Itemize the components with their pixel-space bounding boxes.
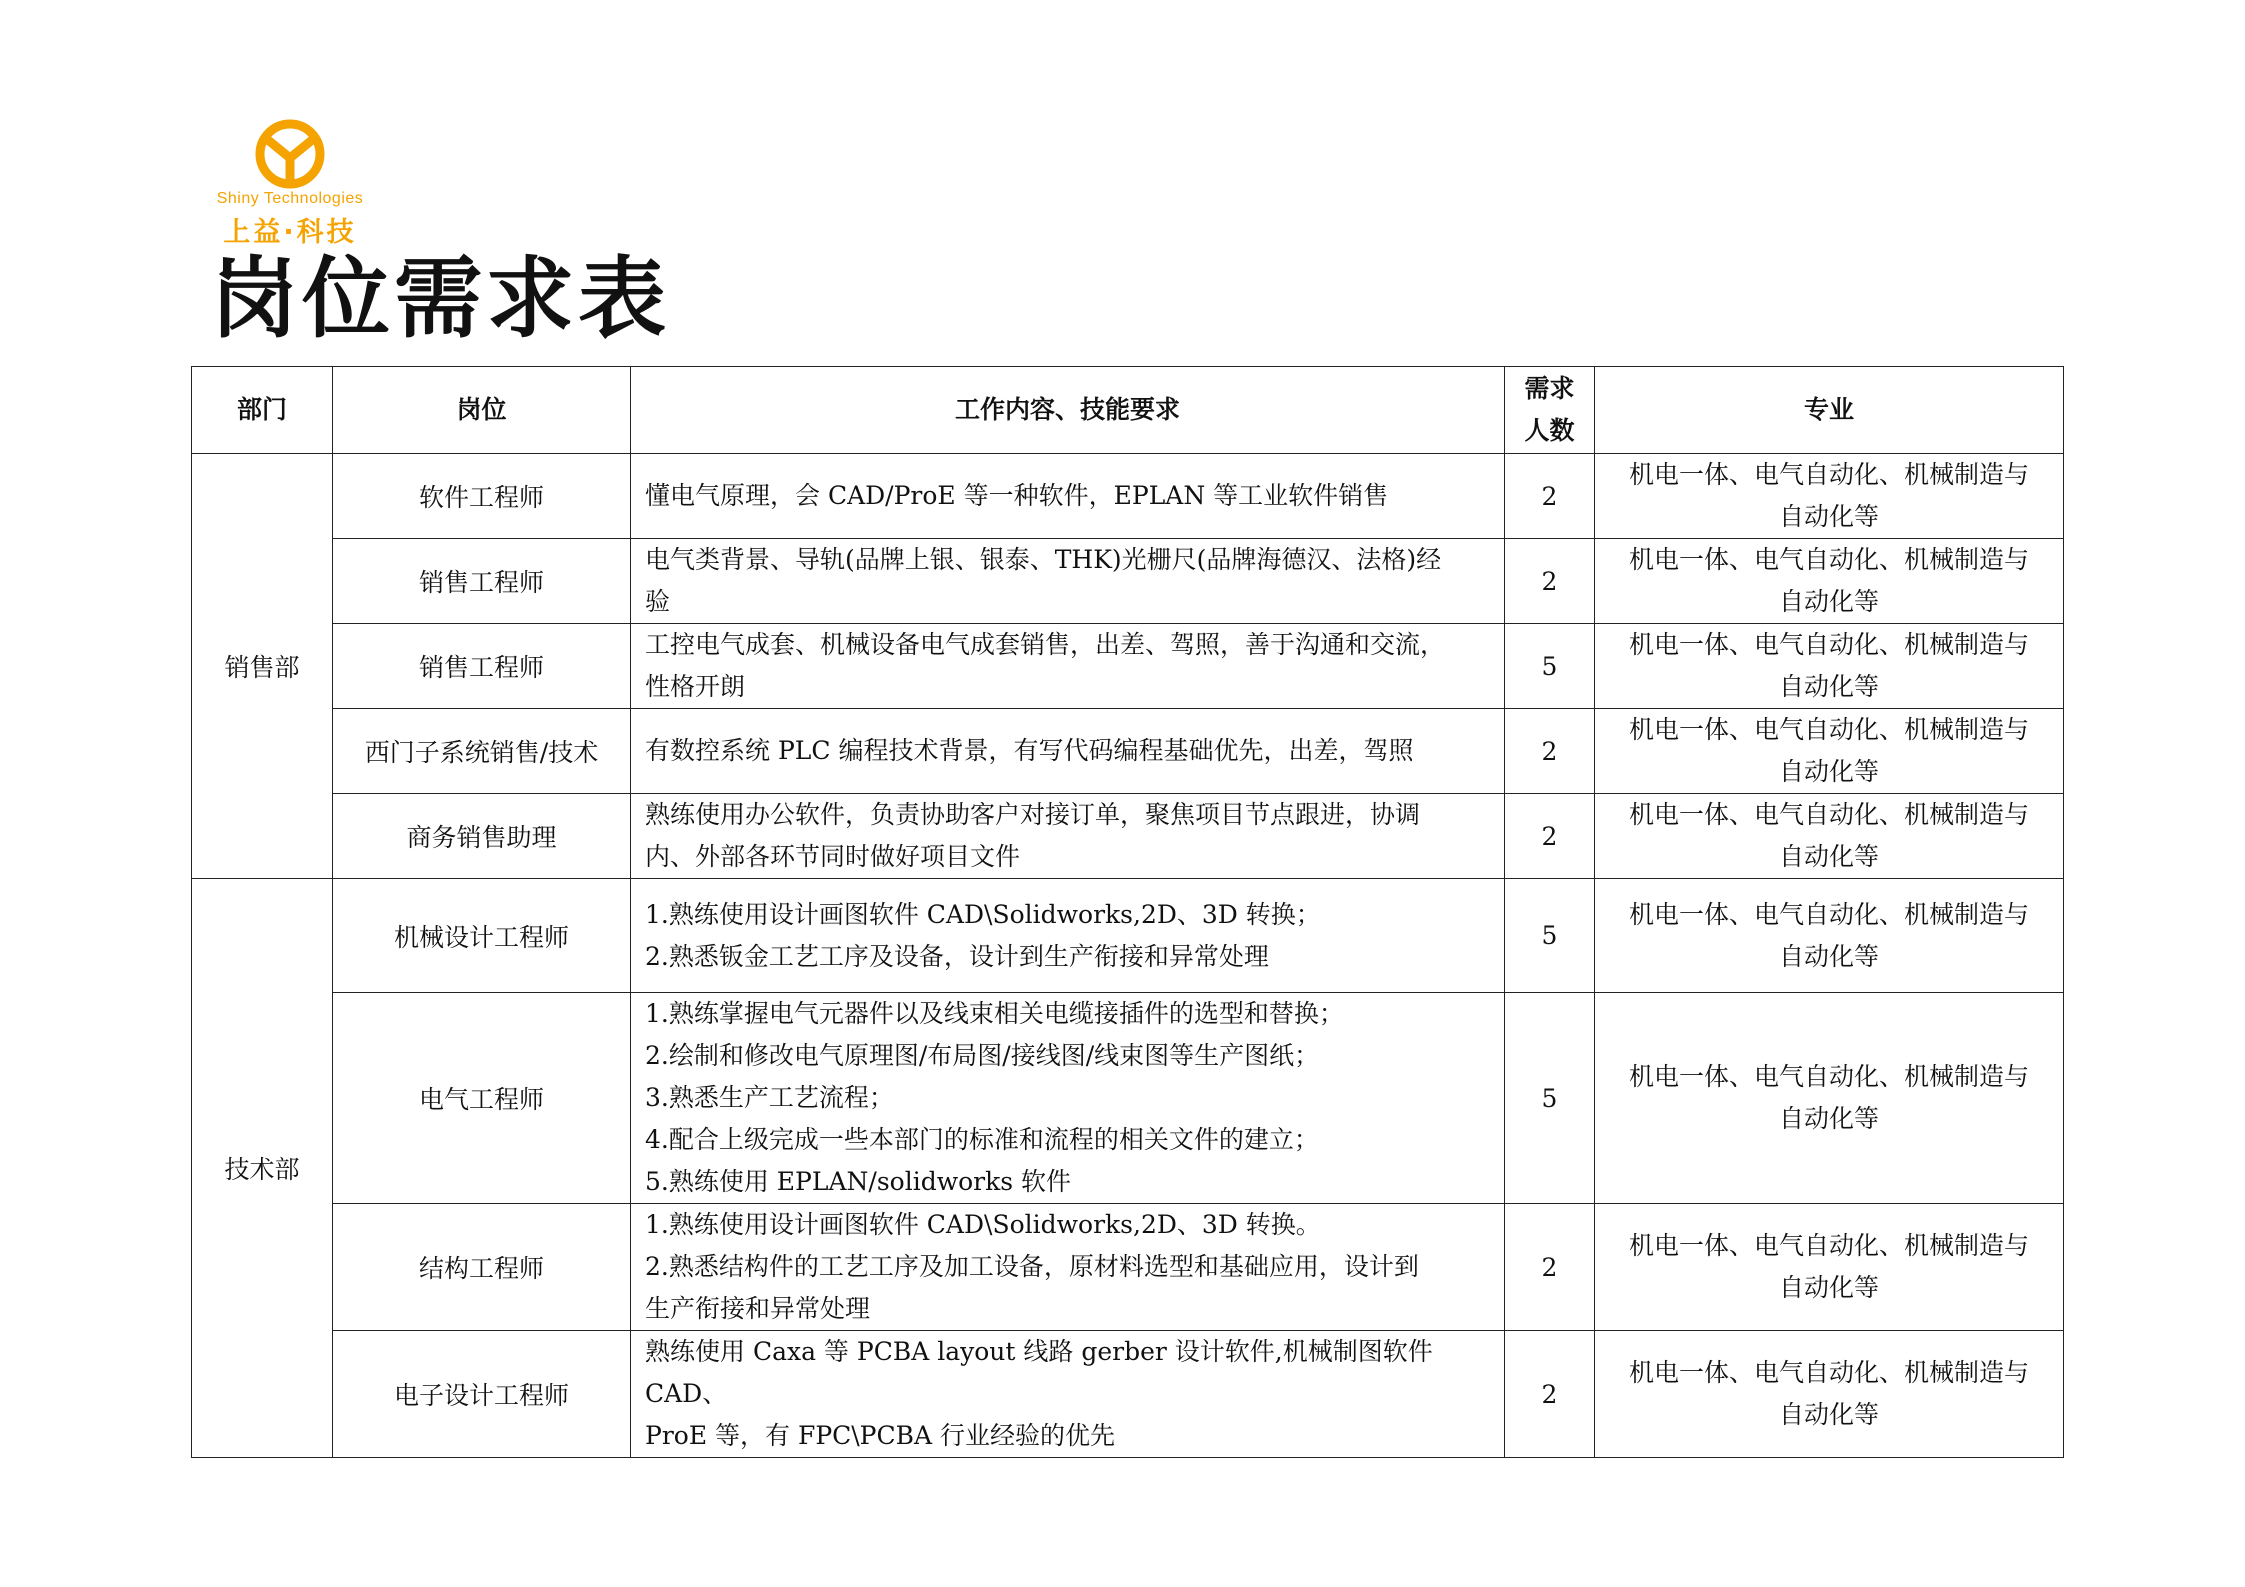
major-line: 自动化等: [1778, 757, 1879, 786]
table-row: [192, 454, 2064, 539]
count-cell: 2: [1505, 794, 1595, 879]
position-cell: 结构工程师: [333, 1204, 631, 1331]
position-cell: 销售工程师: [333, 539, 631, 624]
count-cell: 2: [1505, 709, 1595, 794]
brand-y-logo-icon: [244, 118, 336, 190]
major-line: 机电一体、电气自动化、机械制造与: [1628, 630, 2029, 659]
dept-cell: 技术部: [192, 879, 333, 1458]
position-cell: 商务销售助理: [333, 794, 631, 879]
major-cell: [1595, 879, 2064, 993]
content-line: 生产衔接和异常处理: [645, 1294, 871, 1323]
content-line: 懂电气原理，会 CAD/ProE 等一种软件，EPLAN 等工业软件销售: [645, 481, 1389, 510]
count-cell: 2: [1505, 539, 1595, 624]
header-position: 岗位: [333, 367, 631, 454]
content-line: 2.熟悉钣金工艺工序及设备，设计到生产衔接和异常处理: [645, 941, 1269, 971]
header-major: 专业: [1595, 367, 2064, 454]
major-line: 机电一体、电气自动化、机械制造与: [1628, 800, 2029, 829]
content-line: 5.熟练使用 EPLAN/solidworks 软件: [645, 1167, 1072, 1196]
content-line: 熟练使用 Caxa 等 PCBA layout 线路 gerber 设计软件,机械制图软件 CAD、: [645, 1337, 1433, 1408]
header-dept: 部门: [192, 367, 333, 454]
major-line: 机电一体、电气自动化、机械制造与: [1628, 1358, 2029, 1387]
content-line: 熟练使用办公软件，负责协助客户对接订单，聚焦项目节点跟进，协调: [645, 800, 1421, 829]
header-count-line1: 需求: [1524, 374, 1575, 403]
logo-english-name: Shiny Technologies: [216, 190, 364, 207]
content-line: 工控电气成套、机械设备电气成套销售，出差、驾照，善于沟通和交流，: [645, 630, 1446, 659]
major-cell: [1595, 1331, 2064, 1458]
major-line: 自动化等: [1778, 1104, 1879, 1133]
company-logo: [200, 118, 380, 248]
table-row: [192, 709, 2064, 794]
position-cell: 电气工程师: [333, 993, 631, 1204]
content-line: ProE 等，有 FPC\PCBA 行业经验的优先: [645, 1421, 1116, 1450]
position-cell: 销售工程师: [333, 624, 631, 709]
page-title: 岗位需求表: [210, 246, 671, 350]
major-line: 自动化等: [1778, 941, 1879, 971]
content-line: 4.配合上级完成一些本部门的标准和流程的相关文件的建立；: [645, 1125, 1319, 1154]
major-cell: [1595, 624, 2064, 709]
major-cell: [1595, 709, 2064, 794]
header-count-line2: 人数: [1524, 416, 1575, 445]
count-cell: 2: [1505, 1331, 1595, 1458]
job-requirements-table: [191, 366, 2064, 1458]
content-line: 1.熟练使用设计画图软件 CAD\Solidworks,2D、3D 转换。: [645, 1210, 1321, 1239]
content-line: 1.熟练使用设计画图软件 CAD\Solidworks,2D、3D 转换；: [645, 899, 1321, 929]
content-line: 1.熟练掌握电气元器件以及线束相关电缆接插件的选型和替换；: [645, 999, 1344, 1028]
content-cell: [631, 709, 1505, 794]
content-line: 电气类背景、导轨(品牌上银、银泰、THK)光栅尺(品牌海德汉、法格)经: [645, 545, 1442, 574]
content-line: 有数控系统 PLC 编程技术背景，有写代码编程基础优先，出差，驾照: [645, 736, 1414, 765]
content-cell: [631, 879, 1505, 993]
table-row: [192, 879, 2064, 993]
major-line: 自动化等: [1778, 842, 1879, 871]
content-line: 3.熟悉生产工艺流程；: [645, 1083, 894, 1112]
count-cell: 2: [1505, 1204, 1595, 1331]
major-line: 自动化等: [1778, 502, 1879, 531]
content-line: 2.熟悉结构件的工艺工序及加工设备，原材料选型和基础应用，设计到: [645, 1252, 1419, 1281]
content-cell: [631, 454, 1505, 539]
content-cell: [631, 993, 1505, 1204]
major-cell: [1595, 1204, 2064, 1331]
major-line: 自动化等: [1778, 672, 1879, 701]
major-cell: [1595, 794, 2064, 879]
major-cell: [1595, 993, 2064, 1204]
logo-chinese-name: 上益·科技: [223, 217, 357, 248]
content-line: 性格开朗: [645, 672, 746, 701]
major-line: 机电一体、电气自动化、机械制造与: [1628, 545, 2029, 574]
table-header-row: [192, 367, 2064, 454]
content-cell: [631, 624, 1505, 709]
header-content: 工作内容、技能要求: [631, 367, 1505, 454]
count-cell: 5: [1505, 879, 1595, 993]
table-row: [192, 1204, 2064, 1331]
major-line: 机电一体、电气自动化、机械制造与: [1628, 899, 2029, 929]
content-line: 内、外部各环节同时做好项目文件: [645, 842, 1021, 871]
position-cell: 西门子系统销售/技术: [333, 709, 631, 794]
major-cell: [1595, 539, 2064, 624]
content-cell: [631, 539, 1505, 624]
content-line: 验: [645, 587, 671, 616]
major-line: 机电一体、电气自动化、机械制造与: [1628, 1231, 2029, 1260]
major-line: 自动化等: [1778, 1400, 1879, 1429]
major-line: 自动化等: [1778, 587, 1879, 616]
major-cell: [1595, 454, 2064, 539]
position-cell: 机械设计工程师: [333, 879, 631, 993]
major-line: 机电一体、电气自动化、机械制造与: [1628, 715, 2029, 744]
major-line: 机电一体、电气自动化、机械制造与: [1628, 460, 2029, 489]
content-cell: [631, 794, 1505, 879]
content-cell: [631, 1204, 1505, 1331]
position-cell: 电子设计工程师: [333, 1331, 631, 1458]
major-line: 自动化等: [1778, 1273, 1879, 1302]
count-cell: 2: [1505, 454, 1595, 539]
table-row: [192, 624, 2064, 709]
header-count: [1505, 367, 1595, 454]
content-cell: [631, 1331, 1505, 1458]
dept-cell: 销售部: [192, 454, 333, 879]
count-cell: 5: [1505, 993, 1595, 1204]
table-row: [192, 539, 2064, 624]
major-line: 机电一体、电气自动化、机械制造与: [1628, 1062, 2029, 1091]
table-row: [192, 1331, 2064, 1458]
count-cell: 5: [1505, 624, 1595, 709]
content-line: 2.绘制和修改电气原理图/布局图/接线图/线束图等生产图纸；: [645, 1041, 1320, 1070]
position-cell: 软件工程师: [333, 454, 631, 539]
table-row: [192, 794, 2064, 879]
table-row: [192, 993, 2064, 1204]
